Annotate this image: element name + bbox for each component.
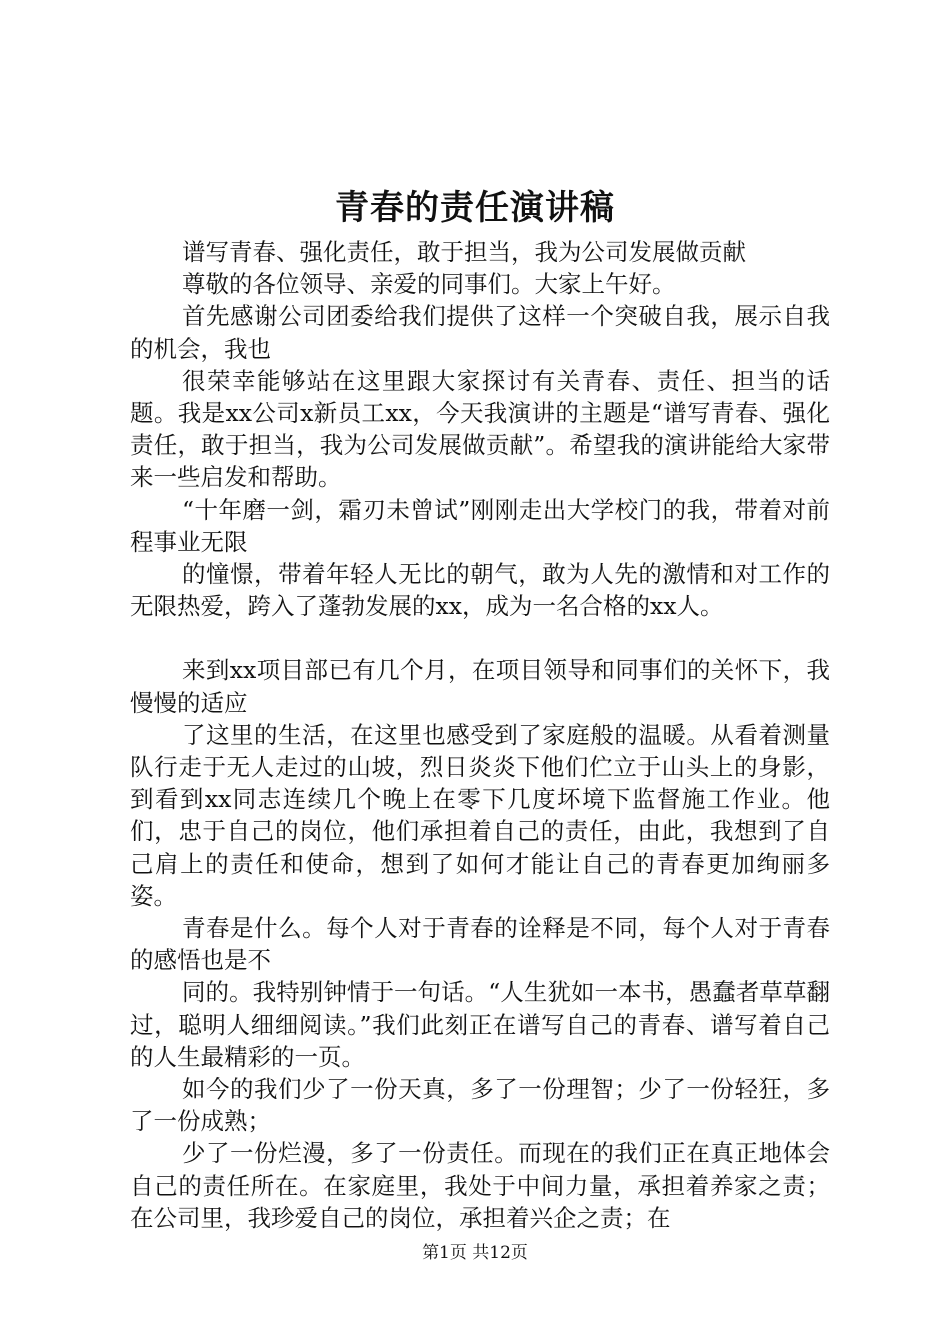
paragraph: 很荣幸能够站在这里跟大家探讨有关青春、责任、担当的话题。我是xx公司x新员工xx，今天我演讲的主题是“谱写青春、强化责任，敢于担当，我为公司发展做贡献”。希望我的演讲能给大家带来一些启发和帮助。 xyxy=(130,366,830,492)
paragraph: 青春是什么。每个人对于青春的诠释是不同，每个人对于青春的感悟也是不 xyxy=(130,914,830,975)
paragraph: 首先感谢公司团委给我们提供了这样一个突破自我，展示自我的机会，我也 xyxy=(130,302,830,363)
paragraph: 少了一份烂漫，多了一份责任。而现在的我们正在真正地体会自己的责任所在。在家庭里，我处于中间力量，承担着养家之责；在公司里，我珍爱自己的岗位，承担着兴企之责；在 xyxy=(130,1139,830,1232)
paragraph: 的憧憬，带着年轻人无比的朝气，敢为人先的激情和对工作的无限热爱，跨入了蓬勃发展的xx，成为一名合格的xx人。 xyxy=(130,560,830,621)
paragraph-greeting: 尊敬的各位领导、亲爱的同事们。大家上午好。 xyxy=(182,270,676,299)
document-body xyxy=(130,236,830,1234)
paragraph: 同的。我特别钟情于一句话。“人生犹如一本书，愚蠢者草草翻过，聪明人细细阅读。”我们此刻正在谱写自己的青春、谱写着自己的人生最精彩的一页。 xyxy=(130,978,830,1071)
paragraph: “十年磨一剑，霜刃未曾试”刚刚走出大学校门的我，带着对前程事业无限 xyxy=(130,495,830,556)
page-number-footer: 第1页 共12页 xyxy=(422,1243,528,1263)
paragraph: 如今的我们少了一份天真，多了一份理智；少了一份轻狂，多了一份成熟； xyxy=(130,1075,830,1136)
paragraph-subtitle: 谱写青春、强化责任，敢于担当，我为公司发展做贡献 xyxy=(182,238,746,266)
document-title: 青春的责任演讲稿 xyxy=(335,188,615,228)
paragraph: 来到xx项目部已有几个月，在项目领导和同事们的关怀下，我慢慢的适应 xyxy=(130,656,830,717)
paragraph: 了这里的生活，在这里也感受到了家庭般的温暖。从看着测量队行走于无人走过的山坡，烈日炎炎下他们伫立于山头上的身影，到看到xx同志连续几个晚上在零下几度坏境下监督施工作业。他们，忠于自己的岗位，他们承担着自己的责任，由此，我想到了自己肩上的责任和使命，想到了如何才能让自己的青春更加绚丽多姿。 xyxy=(130,720,830,910)
